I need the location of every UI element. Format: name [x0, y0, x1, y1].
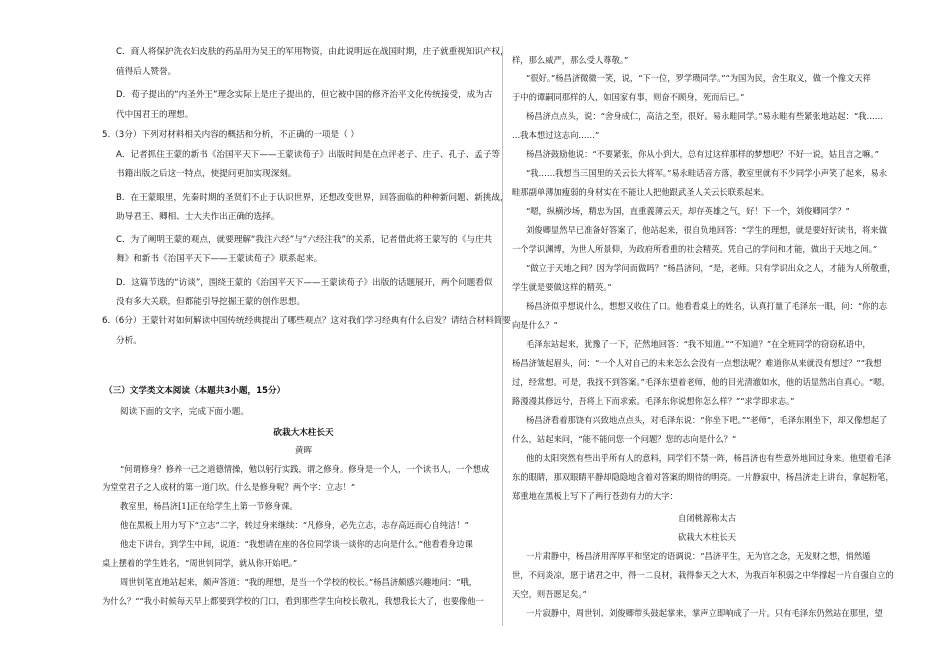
story-line: “我……我想当三国里的关云长大将军。”易永畦话音方落，教室里就有不少同学小声笑了起来，易永: [526, 168, 888, 178]
story-line: 刘俊卿显然早已准备好答案了，他站起来，很自负地回答：“学生的理想，就是要好好读书，将来做: [526, 225, 888, 235]
story-line: 于中的谭嗣同那样的人，如国家有事，则奋不顾身，死而后已。”: [512, 92, 745, 102]
story-line: 杨昌济皱起眉头，问：“一个人对自己的未来怎么会没有一点想法呢？难道你从来就没有想过？”“我想: [512, 358, 882, 368]
q5-option-a-line2: 书籍出版之后这一特点，使提问更加实现深刻。: [116, 169, 297, 179]
couplet-line-1: 自闭桃源称太古: [677, 513, 737, 523]
q4-option-c-line1: C．商人将保护洗衣妇皮肤的药品用为吴王的军用物资，由此说明远在战国时期，庄子就重视知识产权，: [116, 47, 509, 57]
story-line: 毛泽东站起来，犹豫了一下，茫然地回答：“我不知道。”“不知道？”在全班同学的窃窃私语中，: [526, 339, 871, 349]
story-line: 什么，站起来问，“能不能问您一个问题？您的志向是什么？”: [512, 434, 737, 444]
couplet-line-2: 砍栽大木柱长天: [677, 532, 737, 542]
story-author: 黄晖: [294, 446, 313, 456]
column-divider: [502, 46, 503, 626]
story-line: 他在黑板上用力写下“立志”二字，转过身来继续：“凡修身，必先立志，志存高远而心自纯洁！”: [120, 520, 469, 530]
story-line: 路漫漫其修远兮，吾将上下而求索。毛泽东你说想你怎么样？”“求学即求志。”: [512, 396, 795, 406]
story-line: 畦那副单薄加瘦弱的身材实在不能让人把他跟武圣人关云长联系起来。: [512, 187, 770, 197]
story-line: 为什么？”“我小时候每天早上都要到学校的门口，看到那些学生向校长敬礼，我想我长大了，也要像他一: [102, 596, 484, 606]
story-line: 他走下讲台，到学生中间，说道：“我想请在座的各位同学谈一谈你的志向是什么。”他看看身边课: [120, 539, 473, 549]
story-line: “很好。”杨昌济微微一笑，说，“下一位，罗学瓒同学。”“为国为民，舍生取义，做一个像文天祥: [526, 73, 871, 83]
story-line: 学生就是要做这样的精英。”: [512, 282, 612, 292]
story-line: 一片肃静中，杨昌济用浑厚平和坚定的语调说：“昌济平生，无为官之念，无发财之想，悄然遁: [526, 551, 871, 561]
q5-option-d-line1: D．这篇节选的“访谈”，围绕王蒙的《治国平天下——王蒙读荀子》出版的话题展开，两个问题看似: [116, 278, 493, 288]
story-line: “做立于天地之间？因为学问而做吗？”杨昌济问，“是，老师。只有学识出众之人，才能为人所敬重，: [526, 263, 896, 273]
story-line: 桌上摆着的学生姓名，“周世钊同学，就从你开始吧。”: [102, 558, 298, 568]
q5-option-b-line1: B．在王蒙眼里，先秦时期的圣贤们不止于认识世界，还想改变世界，回答面临的种种新问题、新挑战，: [116, 193, 509, 203]
section-title: （三）文学类文本阅读（本题共3小题，15分）: [104, 386, 286, 396]
story-line: 样，那么威严，那么受人尊敬。”: [512, 55, 629, 65]
story-line: 杨昌济似乎想说什么，想想又收住了口。他看看桌上的姓名，认真打量了毛泽东一眼，问：“你的志: [526, 301, 888, 311]
story-line: 东的眼睛，那双眼睛平静却隐隐地含着对答案的期待的明亮。一片静寂中，杨昌济走上讲台，拿起粉笔，: [512, 472, 894, 482]
q5-option-c-line2: 舞》和新书《治国平天下——王蒙读荀子》联系起来。: [116, 254, 323, 264]
q5-option-d-line2: 没有多大关联，但都能引导挖掘王蒙的创作思想。: [116, 297, 306, 307]
story-line: 为堂堂君子之人成材的第一道门坎。什么是修身呢？两个字：立志！”: [102, 482, 356, 492]
story-title: 砍栽大木柱长天: [273, 428, 334, 438]
story-line: 天空，则吾愿足矣。”: [512, 589, 587, 599]
q6-line2: 分析。: [116, 336, 142, 346]
q6-line1: 6.（6分）王蒙针对如何解读中国传统经典提出了哪些观点？这对我们学习经典有什么启发？请结合材料简要: [102, 316, 511, 326]
story-line: 一个学识渊博，为世人所景仰，为政府所看重的社会精英。凭自己的学问和才能，做出于天地之间。”: [512, 244, 878, 254]
q4-option-d-line1: D．荀子提出的“内圣外王”理念实际上是庄子提出的，但它被中国的修齐治平文化传统接受，成为古: [116, 90, 493, 100]
story-line: 杨昌济点点头，说：“舍身成仁，高洁之至，很好。易永畦同学。”易永畦有些紧张地站起：“我……: [526, 111, 884, 121]
story-line: 郑重地在黑板上写下了两行苍劲有力的大字：: [512, 491, 678, 501]
story-line: 一片寂静中，周世钊、刘俊卿带头鼓起掌来，掌声立即响成了一片。只有毛泽东仍然站在那里，望: [526, 608, 883, 618]
q5-option-b-line2: 助导君王、卿相、士大夫作出正确的选择。: [116, 212, 280, 222]
story-line: 周世钊笔直地站起来，颇声答道：“我的理想，是当一个学校的校长。”杨昌济颇感兴趣地问：“哦，: [120, 577, 478, 587]
story-line: “何谓修身？修养一己之道德情操，勉以躬行实践，谓之修身。修身是一个人，一个读书人，一个想成: [120, 464, 490, 474]
story-line: 世，不问炎凉，愿于诸君之中，得一二良材，栽得参天之大木，为我百年积弱之中华撑起一片自强自立的: [512, 570, 894, 580]
story-line: “嗯，纵横沙场，精忠为国，直重義薄云天，却存英雄之气，好！下一个，刘俊卿同学？”: [526, 206, 850, 216]
story-line: 杨昌济看着那饶有兴致地点点头，对毛泽东说：“你坐下吧。”“老师”，毛泽东刚坐下，却又像想起了: [526, 415, 888, 425]
story-line: 杨昌济鼓励他说：“不要紧张，你从小到大，总有过这样那样的梦想吧？不好一说，姑且言之嘛。”: [526, 149, 879, 159]
story-line: 教室里，杨昌济[1]正在给学生上第一节修身课。: [120, 501, 298, 511]
q4-option-c-line2: 值得后人赞誉。: [116, 67, 177, 77]
story-line: 向是什么？”: [512, 320, 558, 330]
story-line: 过，经常想。可是，我找不到答案。”毛泽东望着老师，他的目光清澈如水，他的话显然出自真心。“嗯。: [512, 377, 890, 387]
q5-option-a-line1: A．记者抓住王蒙的新书《治国平天下——王蒙读荀子》出版时间是在点评老子、庄子、孔子、孟子等: [116, 150, 501, 160]
story-line: 他的太阳突然有些出乎所有人的意料，同学们不禁一阵，杨昌济也有些意外地回过身来。他望着毛泽: [526, 453, 892, 463]
reading-instruction: 阅读下面的文字，完成下面小题。: [120, 407, 249, 417]
q5-option-c-line1: C．为了阐明王蒙的观点，就要理解“我注六经”与“六经注我”的关系，记者借此将王蒙写的《与庄共: [116, 235, 493, 245]
q4-option-d-line2: 代中国君王的理想。: [116, 110, 194, 120]
q5-stem: 5.（3分）下列对材料相关内容的概括和分析，不正确的一项是（ ）: [102, 130, 360, 140]
story-line: …我本想过这志向……”: [512, 130, 600, 140]
